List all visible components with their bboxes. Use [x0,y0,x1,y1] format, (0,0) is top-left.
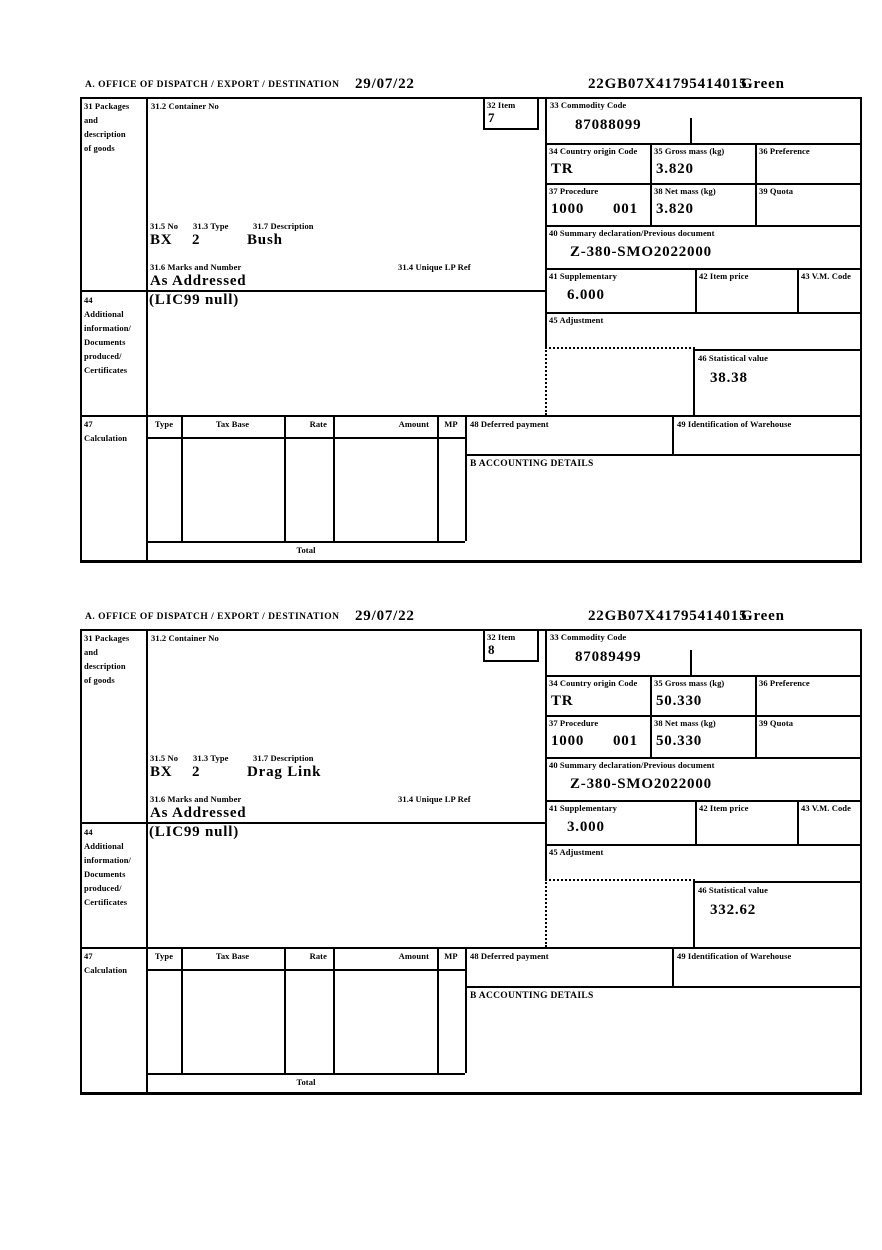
grid-line [545,312,862,314]
item-label: 32 Item [487,632,516,642]
grid-line [545,268,862,270]
grid-line [284,947,286,1073]
grid-line [146,97,148,563]
packages-label-line: of goods [84,143,115,153]
movement-reference: 22GB07X41795414015 [588,76,748,92]
grid-line [545,844,862,846]
grid-line [147,1073,465,1075]
supplementary-value: 6.000 [567,287,605,303]
calc-header-mp: MP [444,951,458,961]
grid-line [545,757,862,759]
grid-line [672,415,674,454]
procedure-value: 1000 [551,733,585,749]
container-no-label: 31.2 Container No [151,101,219,111]
calc-header-rate: Rate [309,951,327,961]
total-label: Total [296,545,316,555]
grid-line [80,947,862,949]
container-no-label: 31.2 Container No [151,633,219,643]
grid-line [545,183,862,185]
grid-line [545,97,547,347]
grid-line [147,541,465,543]
grid-line [333,947,335,1073]
grid-line [80,415,862,417]
procedure-value: 1000 [551,201,585,217]
grid-line [465,947,467,1073]
grid-line [80,629,862,631]
warehouse-id-label: 49 Identification of Warehouse [677,419,792,429]
statistical-value: 38.38 [710,370,748,386]
additional-info-value: (LIC99 null) [149,292,240,308]
packages-label-line: 31 Packages [84,101,130,111]
routing-status: Green [741,76,785,92]
grid-line [693,881,860,883]
supplementary-label: 41 Supplementary [549,271,617,281]
calc-header-amount: Amount [398,951,429,961]
calculation-label-line: 47 [84,951,93,961]
grid-line [80,97,862,99]
description-value: Drag Link [247,764,322,780]
commodity-code-value: 87089499 [575,649,642,665]
grid-line [650,143,652,225]
supplementary-value: 3.000 [567,819,605,835]
declaration-item-block-1 [0,75,882,587]
grid-line [545,715,862,717]
vm-code-label: 43 V.M. Code [801,271,852,281]
grid-line [545,800,862,802]
description-value: Bush [247,232,283,248]
summary-declaration-label: 40 Summary declaration/Previous document [549,228,715,238]
accounting-details-heading: B ACCOUNTING DETAILS [470,459,594,469]
gross-mass-label: 35 Gross mass (kg) [654,146,725,156]
section-a-heading: A. OFFICE OF DISPATCH / EXPORT / DESTINATION [85,612,340,622]
net-mass-value: 3.820 [656,201,694,217]
net-mass-value: 50.330 [656,733,703,749]
package-type-value: 2 [192,232,201,248]
grid-line [690,650,692,675]
calc-header-amount: Amount [398,419,429,429]
additional-info-label-line: 44 [84,295,93,305]
grid-line [695,268,697,312]
item-label: 32 Item [487,100,516,110]
additional-info-label-line: Additional [84,841,124,851]
item-number-value: 8 [488,642,495,657]
routing-status: Green [741,608,785,624]
preference-label: 36 Preference [759,678,810,688]
grid-line [437,947,439,1073]
grid-line [797,800,799,844]
quota-label: 39 Quota [759,186,794,196]
grid-line [80,1092,862,1095]
grid-line [693,349,860,351]
adjustment-label: 45 Adjustment [549,847,604,857]
accounting-details-heading: B ACCOUNTING DETAILS [470,991,594,1001]
commodity-code-label: 33 Commodity Code [550,100,627,110]
package-no-label: 31.5 No [150,221,179,231]
additional-info-label-line: Documents [84,869,126,879]
country-origin-label: 34 Country origin Code [549,678,638,688]
declaration-item-block-2 [0,607,882,1119]
calc-header-tax-base: Tax Base [215,419,250,429]
marks-value: As Addressed [150,805,247,821]
packages-label-line: and [84,647,99,657]
procedure-label: 37 Procedure [549,718,599,728]
calc-header-type: Type [154,951,174,961]
additional-info-label-line: produced/ [84,351,122,361]
additional-info-value: (LIC99 null) [149,824,240,840]
dispatch-date: 29/07/22 [355,608,415,624]
item-price-label: 42 Item price [699,803,749,813]
grid-line [693,349,695,415]
dotted-line [545,879,547,947]
procedure-label: 37 Procedure [549,186,599,196]
additional-info-label-line: information/ [84,855,132,865]
package-type-value: 2 [192,764,201,780]
additional-info-label-line: produced/ [84,883,122,893]
package-type-label: 31.3 Type [193,753,229,763]
dispatch-date: 29/07/22 [355,76,415,92]
total-label: Total [296,1077,316,1087]
country-origin-value: TR [551,161,574,177]
grid-line [755,143,757,225]
additional-info-label-line: Certificates [84,897,128,907]
grid-line [465,986,860,988]
country-origin-label: 34 Country origin Code [549,146,638,156]
net-mass-label: 38 Net mass (kg) [654,186,716,196]
description-label: 31.7 Description [253,753,314,763]
marks-label: 31.6 Marks and Number [150,794,242,804]
statistical-value-label: 46 Statistical value [698,353,768,363]
package-no-label: 31.5 No [150,753,179,763]
grid-line [465,415,467,541]
calculation-label-line: Calculation [84,433,128,443]
additional-info-label-line: Documents [84,337,126,347]
grid-line [465,454,860,456]
movement-reference: 22GB07X41795414015 [588,608,748,624]
grid-line [146,629,148,1095]
additional-info-label-line: information/ [84,323,132,333]
gross-mass-value: 50.330 [656,693,703,709]
package-no-value: BX [150,232,173,248]
grid-line [181,415,183,541]
grid-line [333,415,335,541]
grid-line [545,143,862,145]
commodity-code-label: 33 Commodity Code [550,632,627,642]
grid-line [437,415,439,541]
packages-label-line: description [84,661,126,671]
packages-label-line: 31 Packages [84,633,130,643]
unique-lp-ref-label: 31.4 Unique LP Ref [398,262,471,272]
calc-header-rate: Rate [309,419,327,429]
grid-line [695,800,697,844]
grid-line [80,560,862,563]
packages-label-line: and [84,115,99,125]
deferred-payment-label: 48 Deferred payment [470,419,549,429]
statistical-value-label: 46 Statistical value [698,885,768,895]
country-origin-value: TR [551,693,574,709]
dotted-line [545,879,695,881]
grid-line [545,629,547,879]
calculation-label-line: 47 [84,419,93,429]
calculation-label-line: Calculation [84,965,128,975]
grid-line [672,947,674,986]
procedure-ext-value: 001 [613,201,638,217]
section-a-heading: A. OFFICE OF DISPATCH / EXPORT / DESTINATION [85,80,340,90]
adjustment-label: 45 Adjustment [549,315,604,325]
summary-declaration-value: Z-380-SMO2022000 [570,244,712,260]
dotted-line [545,347,695,349]
grid-line [80,97,82,563]
grid-line [755,675,757,757]
calc-header-mp: MP [444,419,458,429]
calc-header-tax-base: Tax Base [215,951,250,961]
grid-line [650,675,652,757]
supplementary-label: 41 Supplementary [549,803,617,813]
marks-value: As Addressed [150,273,247,289]
item-price-label: 42 Item price [699,271,749,281]
commodity-code-value: 87088099 [575,117,642,133]
calc-header-type: Type [154,419,174,429]
packages-label-line: description [84,129,126,139]
warehouse-id-label: 49 Identification of Warehouse [677,951,792,961]
package-type-label: 31.3 Type [193,221,229,231]
net-mass-label: 38 Net mass (kg) [654,718,716,728]
package-no-value: BX [150,764,173,780]
additional-info-label-line: Additional [84,309,124,319]
grid-line [690,118,692,143]
grid-line [147,437,465,439]
grid-line [693,881,695,947]
gross-mass-value: 3.820 [656,161,694,177]
grid-line [545,225,862,227]
quota-label: 39 Quota [759,718,794,728]
procedure-ext-value: 001 [613,733,638,749]
marks-label: 31.6 Marks and Number [150,262,242,272]
grid-line [147,969,465,971]
grid-line [860,629,862,1095]
grid-line [80,629,82,1095]
vm-code-label: 43 V.M. Code [801,803,852,813]
summary-declaration-value: Z-380-SMO2022000 [570,776,712,792]
packages-label-line: of goods [84,675,115,685]
additional-info-label-line: 44 [84,827,93,837]
grid-line [284,415,286,541]
unique-lp-ref-label: 31.4 Unique LP Ref [398,794,471,804]
item-number-value: 7 [488,110,495,125]
grid-line [860,97,862,563]
dotted-line [545,347,547,415]
preference-label: 36 Preference [759,146,810,156]
grid-line [545,675,862,677]
grid-line [797,268,799,312]
grid-line [181,947,183,1073]
statistical-value: 332.62 [710,902,757,918]
deferred-payment-label: 48 Deferred payment [470,951,549,961]
additional-info-label-line: Certificates [84,365,128,375]
description-label: 31.7 Description [253,221,314,231]
gross-mass-label: 35 Gross mass (kg) [654,678,725,688]
summary-declaration-label: 40 Summary declaration/Previous document [549,760,715,770]
